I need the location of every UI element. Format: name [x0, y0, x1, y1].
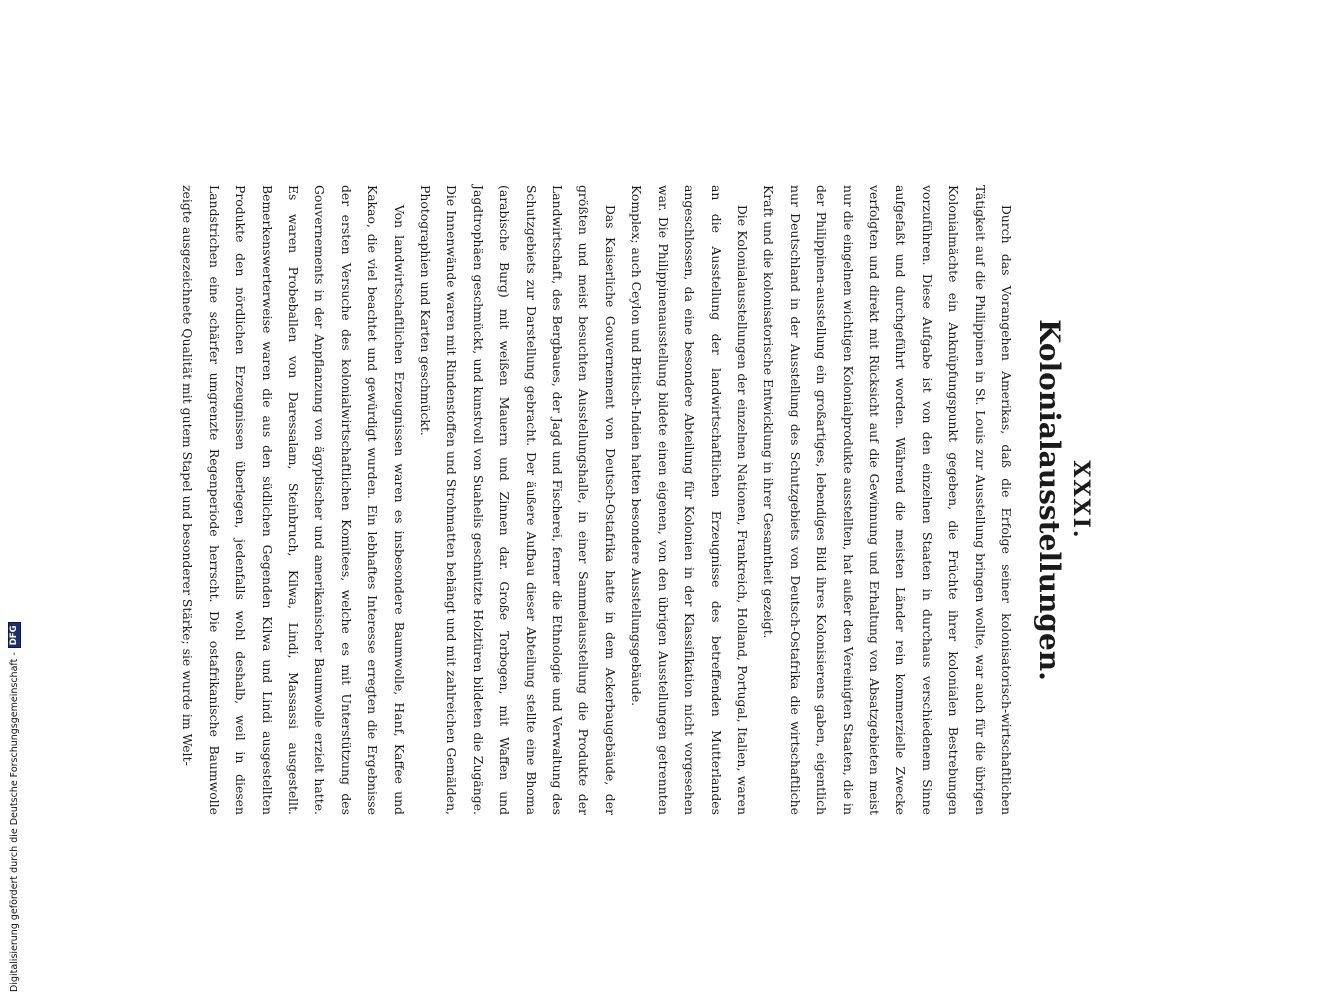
chapter-title: Kolonialausstellungen.: [1033, 319, 1066, 681]
paragraph-3: Das Kaiserliche Gouvernement von Deutsch-Ostafrika hatte in dem Ackerbaugebäude, der größten und meist besuchten Ausstellungshalle, in einer Sammelausstellung die Produkte der Landwirtschaft, des Bergbaues, der Jagd und Fischerei, ferner die Ethnologie und Verwaltung des Schutzgebiets zur Darstellung gebracht. Der äußere Aufbau dieser Abteilung stellte eine Bhoma (arabische Burg) mit weißen Mauern und Zinnen dar. Große Torbogen, mit Waffen und Jagdtrophäen geschmückt, und kunstvoll von Suahelis geschnitzte Holztüren bildeten die Zugänge. Die Innenwände waren mit Rindenstoffen und Strohmatten behängt und mit zahlreichen Gemälden, Photographien und Karten geschmückt.: [418, 185, 618, 815]
dfg-logo-icon: DFG: [8, 622, 21, 648]
digitization-caption: [8, 622, 21, 992]
paragraph-4: Von landwirtschaftlichen Erzeugnissen waren es insbesondere Baumwolle, Hanf, Kaffee und Kakao, die viel beachtet und gewürdigt wurden. Ein lebhaftes Interesse erregten die Ergebnisse der ersten Versuche des kolonialwirtschaftlichen Komitees, welche es mit Unterstützung des Gouvernements in der Anpflanzung von ägyptischer und amerikanischer Baumwolle erzielt hatte. Es waren Probeballen von Daressalam, Steinbruch, Kilwa, Lindi, Massassi ausgestellt. Bemerkenswerterweise waren die aus den südlichen Gegenden Kilwa und Lindi ausgestellten Produkte den nördlichen Erzeugnissen überlegen, jedenfalls wohl deshalb, weil in diesen Landstrichen eine schärfer umgrenzte Regenperiode herrscht. Die ostafrikanische Baumwolle zeigte ausgezeichnete Qualität mit gutem Stapel und besonderer Stärke; sie wurde im Welt-: [180, 185, 407, 815]
paragraph-1: Durch das Vorangehen Amerikas, daß die Erfolge seiner kolonisatorisch-wirtschaftlichen Tätigkeit auf die Philippinen in St. Louis zur Ausstellung bringen wollte, war auch für die übrigen Kolonialmächte ein Anknüpfungspunkt gegeben, die Früchte ihrer kolonialen Bestrebungen vorzuführen. Diese Aufgabe ist von den einzelnen Staaten in durchaus verschiedenem Sinne aufgefaßt und durchgeführt worden. Während die meisten Länder rein kommerzielle Zwecke verfolgten und direkt mit Rücksicht auf die Gewinnung und Erhaltung von Absatzgebieten meist nur die eingelnen wichtigen Kolonialprodukte ausstellten, hat außer den Vereinigten Staaten, die in der Philippinen-ausstellung ein großartiges, lebendiges Bild ihres Kolonisierens gaben, eigentlich nur Deutschland in der Ausstellung des Schutzgebiets von Deutsch-Ostafrika die wirtschaftliche Kraft und die kolonisatorische Entwicklung in ihrer Gesamtheit gezeigt.: [761, 185, 1014, 815]
document-page: [180, 185, 1102, 815]
caption-text: Digitalisierung gefördert durch die Deutsche Forschungsgemeinschaft -: [9, 652, 20, 992]
paragraph-2: Die Kolonialausstellungen der einzelnen Nationen, Frankreich, Holland, Portugal, Italien, waren an die Ausstellung der landwirtschaftlichen Erzeugnisse des betreffenden Mutterlandes angeschlossen, da eine besondere Abteilung für Kolonien in der Klassifikation nicht vorgesehen war. Die Philippinenausstellung bildete einen eigenen, von den übrigen Ausstellungen getrennten Komplex; auch Ceylon und Britisch-Indien hatten besondere Ausstellungsgebäude.: [629, 185, 750, 815]
chapter-number: XXXI.: [1068, 460, 1094, 540]
